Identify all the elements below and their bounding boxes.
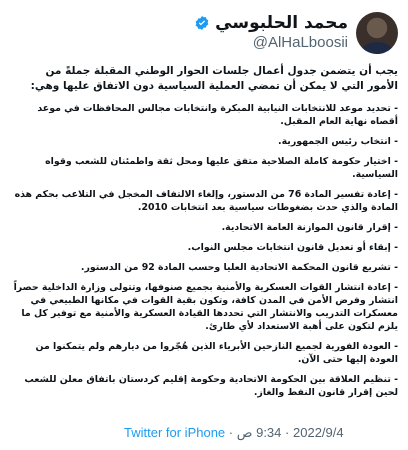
tweet-meta [124, 425, 398, 441]
list-item: - اختيار حكومة كاملة الصلاحية متفق عليها ومحل ثقة واطمئنان للشعب وقواه السياسية. [45, 156, 398, 180]
list-item: - تنظيم العلاقة بين الحكومة الاتحادية وحكومة إقليم كردستان باتفاق معلن للشعب لحين إقرار قانون النفط والغاز. [24, 374, 398, 398]
author-block [194, 13, 348, 53]
user-handle[interactable]: @AlHaLboosii [252, 34, 348, 51]
list-item: - تحديد موعد للانتخابات النيابية المبكرة وانتخابات مجالس المحافظات في موعد أقصاه نهاية العام المقبل. [37, 103, 398, 127]
tweet-header [10, 8, 398, 58]
meta-separator: · [228, 425, 234, 440]
list-item: - إعادة تفسير المادة 76 من الدستور، وإلغاء الالتفاف المخجل في التلاعب بحكم هذه المادة والذي حدث بضغوطات سياسية بعد انتخابات 2010. [14, 189, 398, 213]
tweet-source-link[interactable]: Twitter for iPhone [124, 425, 226, 440]
tweet-time[interactable]: 9:34 ص [236, 425, 282, 440]
display-name[interactable]: محمد الحلبوسي [215, 13, 348, 33]
list-item: - إقرار قانون الموازنة العامة الاتحادية. [221, 222, 398, 233]
list-item: - إبقاء أو تعديل قانون انتخابات مجلس النواب. [187, 242, 398, 253]
meta-separator: · [285, 425, 290, 440]
list-item: - انتخاب رئيس الجمهورية. [278, 136, 398, 147]
list-item: - إعادة انتشار القوات العسكرية والأمنية بجميع صنوفها، وتتولى وزارة الداخلية حصراً انتشار وفرض الأمن في المدن كافة، وتكون بقية القوات في مكانها الطبيعي في معسكرات التدريب والانتشار التي تحددها القيادة العسكرية والأمنية مع توفير كل ما يلزم لتكون على أهبة الاستعداد لأي طارئ. [13, 282, 398, 332]
list-item: - العودة الفورية لجميع النازحين الأبرياء الذين هُجّروا من ديارهم ولم يتمكنوا من العودة إليها حتى الآن. [35, 341, 398, 365]
name-row [194, 13, 348, 33]
tweet-body [12, 64, 398, 406]
tweet-date[interactable]: 2022/9/4 [293, 425, 344, 440]
tweet-intro: يجب أن يتضمن جدول أعمال جلسات الحوار الوطني المقبلة جملةً من الأمور التي لا يمكن أن تمضي العملية السياسية دون الاتفاق عليها وهي: [30, 65, 398, 92]
avatar[interactable] [356, 12, 398, 54]
list-item: - تشريع قانون المحكمة الاتحادية العليا وحسب المادة 92 من الدستور. [80, 262, 398, 273]
verified-badge-icon [194, 15, 210, 31]
